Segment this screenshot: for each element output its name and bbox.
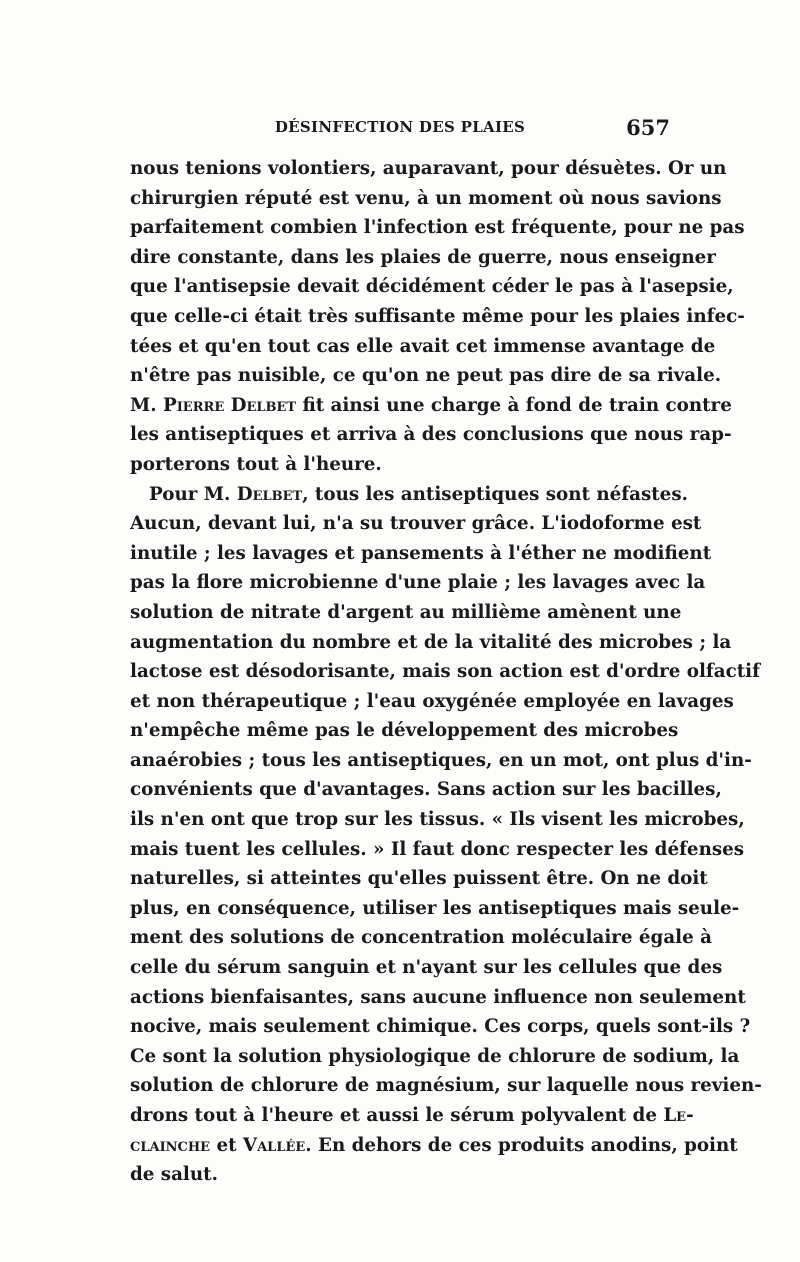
text-run: fit ainsi une charge à fond de train contre [302,394,732,416]
text-line: plus, en conséquence, utiliser les antiseptiques mais seule- [130,897,740,919]
text-run: drons tout à l'heure et aussi le sérum polyvalent de [130,1105,657,1126]
text-line [130,1101,694,1131]
text-line: augmentation du nombre et de la vitalité des microbes ; la [130,631,732,653]
text-line: les antiseptiques et arriva à des conclusions que nous rap- [130,424,732,446]
text-line: ils n'en ont que trop sur les tissus. « Ils visent les microbes, [130,809,745,831]
text-line: que l'antisepsie devait décidément céder le pas à l'asepsie, [130,276,734,298]
text-line: ment des solutions de concentration moléculaire égale à [130,927,712,949]
text-run: et [216,1134,237,1156]
text-line: actions bienfaisantes, sans aucune influence non seulement [130,986,746,1008]
text-line: nous tenions volontiers, auparavant, pour désuètes. Or un [130,158,727,179]
text-run: Pour M. [149,483,231,505]
text-line: n'empêche même pas le développement des microbes [130,720,679,742]
text-line: Aucun, devant lui, n'a su trouver grâce. L'iodoforme est [130,513,702,535]
text-line [130,1131,738,1161]
text-line: dire constante, dans les plaies de guerre, nous enseigner [130,246,716,268]
text-line: solution de chlorure de magnésium, sur laquelle nous revien- [130,1075,762,1097]
text-line: tées et qu'en tout cas elle avait cet immense avantage de [130,335,716,357]
text-line: convénients que d'avantages. Sans action sur les bacilles, [130,779,722,801]
paragraph-start-line [130,480,688,510]
text-run: , tous les antiseptiques sont néfastes. [302,483,688,505]
text-line: nocive, mais seulement chimique. Ces corps, quels sont-ils ? [130,1016,751,1038]
text-line: de salut. [130,1164,218,1186]
text-line: n'être pas nuisible, ce qu'on ne peut pas dire de sa rivale. [130,365,722,387]
page-number: 657 [626,115,670,140]
running-header [130,115,670,148]
text-line: solution de nitrate d'argent au millième amènent une [130,601,682,623]
author-name: Vallée [242,1134,306,1156]
text-run: M. [130,394,157,416]
text-line: que celle-ci était très suffisante même pour les plaies infec- [130,305,745,327]
text-run: . En dehors de ces produits anodins, point [305,1134,738,1156]
text-line: mais tuent les cellules. » Il faut donc respecter les défenses [130,838,745,860]
author-name: Le- [663,1105,694,1126]
text-line: celle du sérum sanguin et n'ayant sur les cellules que des [130,957,723,979]
text-line [130,391,732,421]
text-line: porterons tout à l'heure. [130,453,382,475]
text-line: lactose est désodorisante, mais son action est d'ordre olfactif [130,661,760,683]
author-name: Pierre Delbet [162,394,297,416]
text-line: naturelles, si atteintes qu'elles puissent être. On ne doit [130,868,708,890]
text-line: anaérobies ; tous les antiseptiques, en un mot, ont plus d'in- [130,749,752,771]
text-line: et non thérapeutique ; l'eau oxygénée employée en lavages [130,690,734,712]
body-text [130,154,762,1190]
text-line: pas la flore microbienne d'une plaie ; les lavages avec la [130,572,706,594]
text-line: Ce sont la solution physiologique de chlorure de sodium, la [130,1045,740,1067]
author-name: Delbet [236,483,303,505]
text-line: inutile ; les lavages et pansements à l'éther ne modifient [130,542,712,564]
text-line: parfaitement combien l'infection est fréquente, pour ne pas [130,217,745,239]
text-line: chirurgien réputé est venu, à un moment où nous savions [130,187,722,209]
running-title: DÉSINFECTION DES PLAIES [274,118,526,136]
author-name: clainche [130,1134,211,1156]
